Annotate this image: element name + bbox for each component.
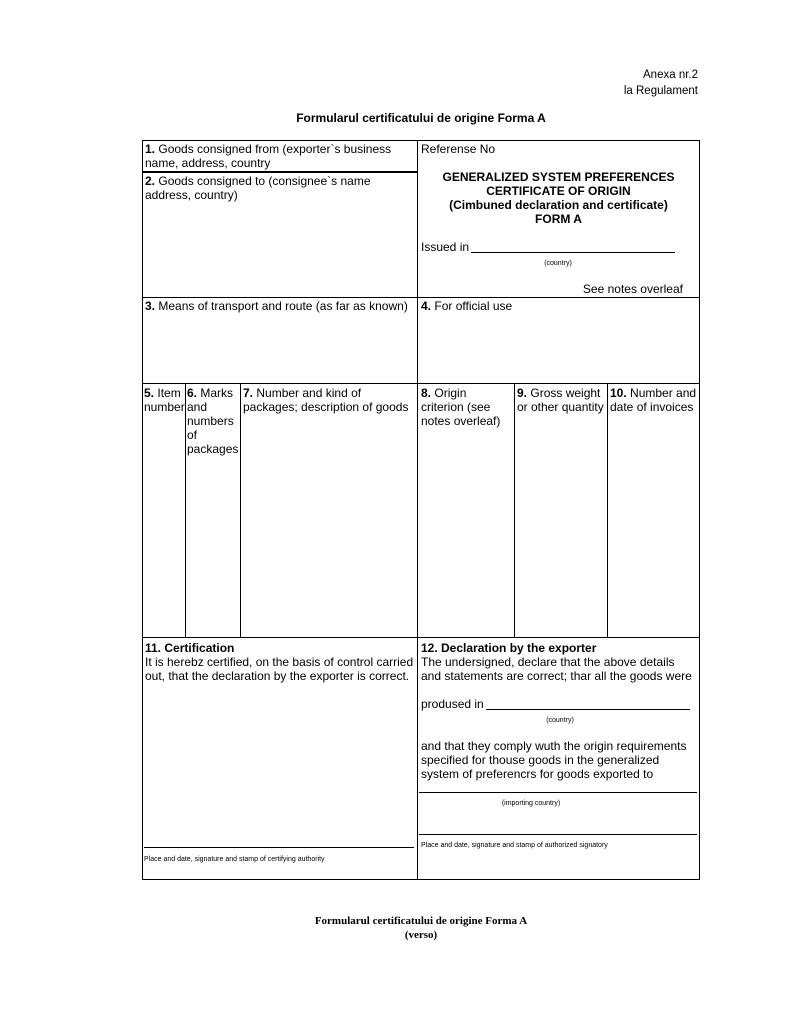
divider-center: [417, 140, 418, 880]
col-10-number: 10.: [610, 386, 627, 400]
issued-in-label: Issued in: [421, 240, 470, 254]
gsp-line-1: GENERALIZED SYSTEM PREFERENCES: [442, 170, 675, 184]
reference-number-label: Referense No: [421, 142, 496, 156]
divider-row4: [142, 637, 700, 638]
box-2-number: 2.: [145, 174, 156, 188]
gsp-line-4: FORM A: [535, 212, 582, 226]
box-2-goods-to: [145, 174, 413, 202]
issued-in-country-caption: (country): [544, 260, 572, 267]
gsp-line-2: CERTIFICATE OF ORIGIN: [486, 184, 631, 198]
box-12-comply-text: and that they comply wuth the origin requirements specified for thouse goods in the generalized system of preferencrs for goods exported to: [421, 739, 687, 781]
box-11-signature-line[interactable]: [144, 847, 414, 848]
footer-title: Formularul certificatului de origine Forma A: [314, 915, 528, 927]
col-10-invoices: [610, 386, 698, 414]
annex-line-1: Anexa nr.2: [643, 69, 698, 81]
col-7-number: 7.: [243, 386, 254, 400]
issued-in-line[interactable]: [471, 252, 675, 253]
col-9-weight: [517, 386, 606, 414]
col-9-label: Gross weight or other quantity: [517, 386, 604, 414]
divider-col6-col7: [240, 383, 241, 637]
col-7-packages: [243, 386, 415, 414]
col-5-number: 5.: [144, 386, 155, 400]
col-10-label: Number and date of invoices: [610, 386, 697, 414]
box-11-signature-caption: Place and date, signature and stamp of certifying authority: [144, 856, 325, 863]
box-4-label: For official use: [434, 299, 513, 313]
produced-in-line[interactable]: [486, 709, 690, 710]
divider-col8-col9: [514, 383, 515, 637]
annex-line-2: la Regulament: [623, 85, 698, 97]
box-1-goods-from: [145, 142, 413, 170]
form-title: Formularul certificatului de origine Forma A: [296, 111, 546, 125]
produced-in-label: prodused in: [421, 697, 484, 711]
box-4-number: 4.: [421, 299, 432, 313]
gsp-heading: [418, 170, 699, 226]
divider-row2: [142, 297, 700, 298]
box-12-signature-caption: Place and date, signature and stamp of authorized signatory: [421, 842, 608, 849]
box-4-official-use: [421, 299, 691, 313]
gsp-line-3: (Cimbuned declaration and certificate): [449, 198, 668, 212]
box-3-transport: [145, 299, 415, 313]
produced-in-country-caption: (country): [546, 717, 574, 724]
importing-country-line[interactable]: [419, 792, 697, 793]
box-1-number: 1.: [145, 142, 156, 156]
col-7-label: Number and kind of packages; description of goods: [243, 386, 409, 414]
box-3-label: Means of transport and route (as far as known): [158, 299, 408, 313]
col-6-number: 6.: [187, 386, 198, 400]
box-2-label: Goods consigned to (consignee`s name address, country): [145, 174, 371, 202]
box-11-certification: [145, 641, 415, 683]
divider-box1-box2: [142, 171, 417, 173]
col-8-number: 8.: [421, 386, 432, 400]
border-left: [142, 140, 143, 880]
border-top: [142, 140, 700, 141]
box-1-label: Goods consigned from (exporter`s business name, address, country: [145, 142, 392, 170]
box-11-title: 11. Certification: [145, 641, 235, 655]
box-12-declaration: [421, 641, 697, 683]
col-8-label: Origin criterion (see notes overleaf): [421, 386, 501, 428]
col-6-label: Marks and numbers of packages: [187, 386, 239, 456]
divider-col5-col6: [185, 383, 186, 637]
box-3-number: 3.: [145, 299, 156, 313]
divider-row3: [142, 383, 700, 384]
col-5-item-number: [144, 386, 185, 414]
box-12-text: The undersigned, declare that the above details and statements are correct; thar all the goods were: [421, 655, 692, 683]
importing-country-caption: (importing country): [501, 800, 561, 807]
box-12-title: 12. Declaration by the exporter: [421, 641, 597, 655]
see-notes-overleaf: See notes overleaf: [582, 282, 683, 296]
footer-subtitle: (verso): [404, 929, 438, 941]
box-12-signature-line[interactable]: [419, 834, 697, 835]
col-9-number: 9.: [517, 386, 528, 400]
box-11-text: It is herebz certified, on the basis of control carried out, that the declaration by the exporter is correct.: [145, 655, 414, 683]
col-8-origin: [421, 386, 511, 428]
divider-col9-col10: [607, 383, 608, 637]
border-bottom: [142, 879, 700, 880]
border-right: [699, 140, 700, 880]
col-6-marks: [187, 386, 239, 456]
col-5-label: Item number: [144, 386, 185, 414]
